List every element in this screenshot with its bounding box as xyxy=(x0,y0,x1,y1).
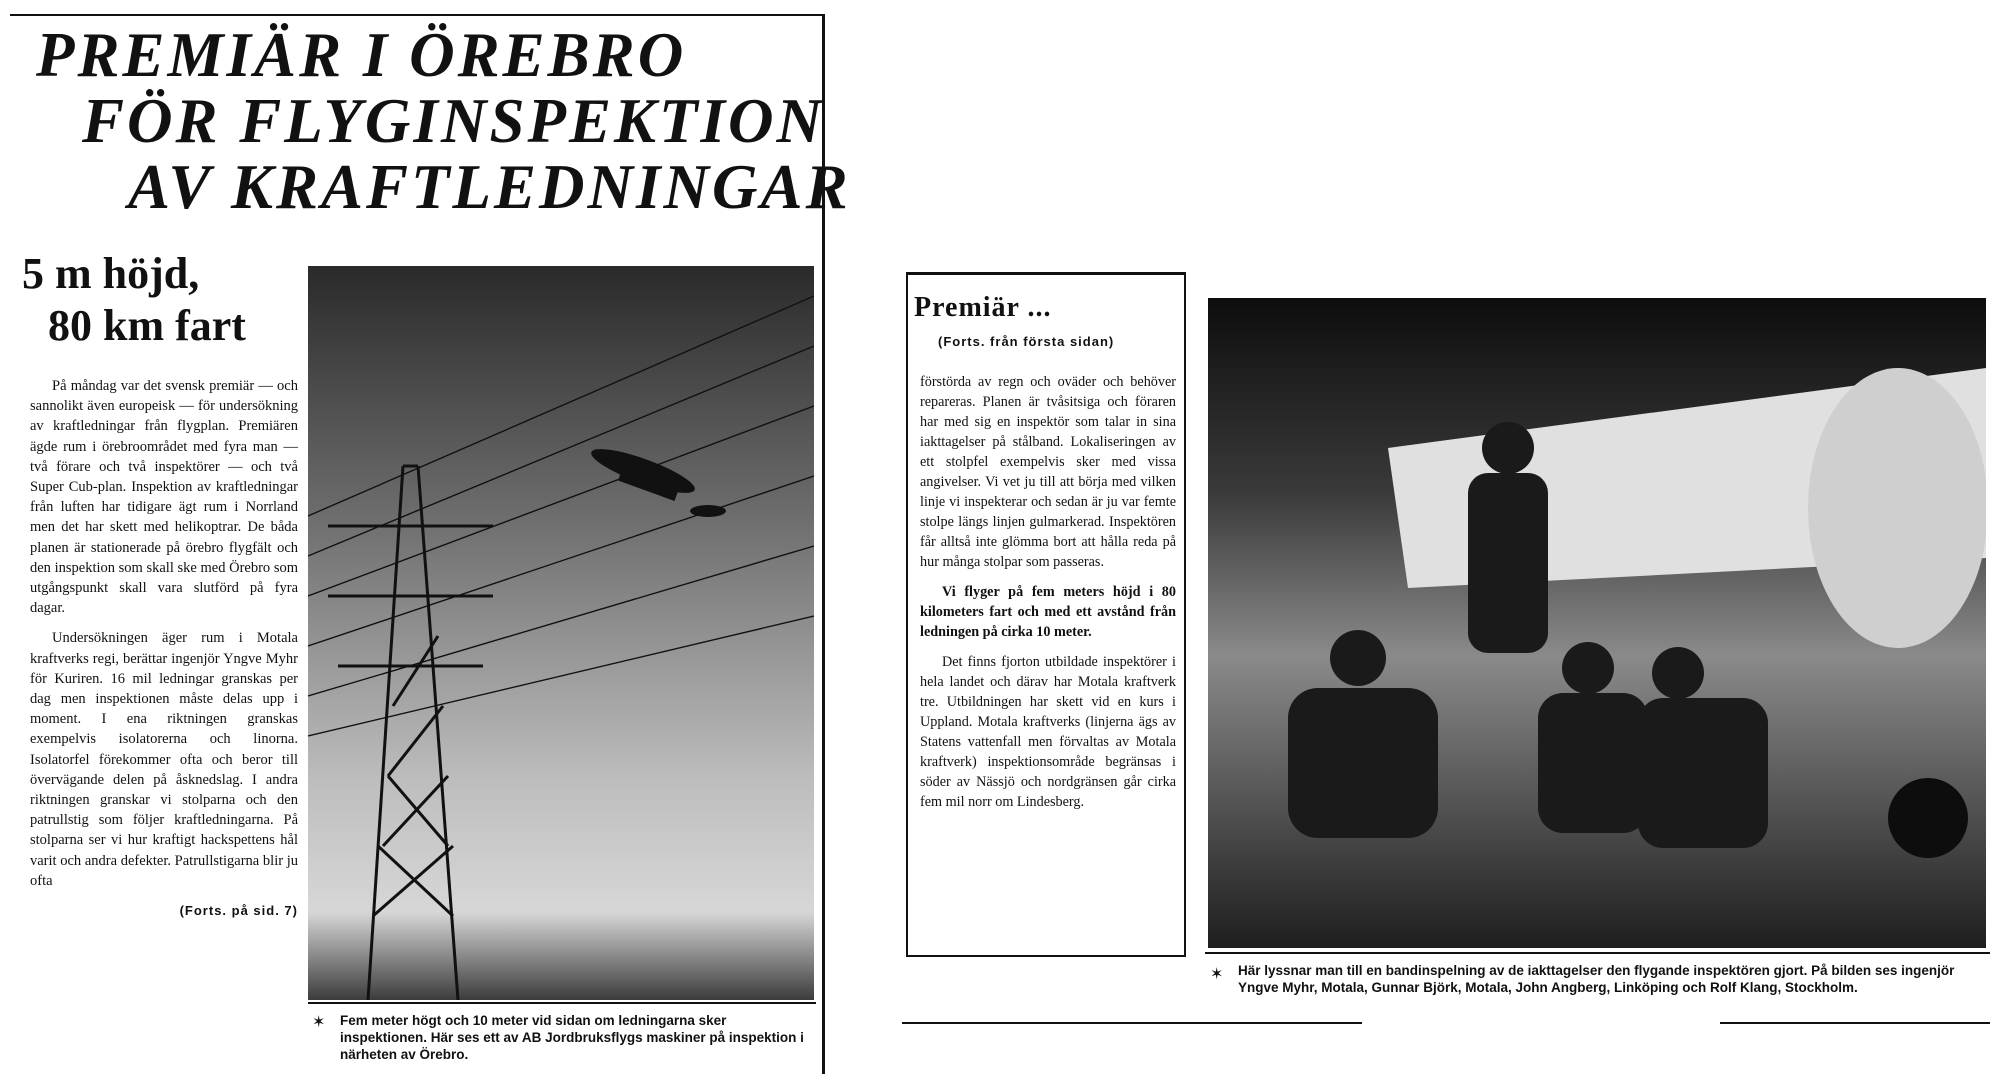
headline-line-1: PREMIÄR I ÖREBRO xyxy=(36,20,687,90)
caption-rule-right xyxy=(1205,952,1990,954)
subhead-line-1: 5 m höjd, xyxy=(22,249,200,298)
airplane-nose xyxy=(1808,368,1986,648)
inspectors-photo xyxy=(1208,298,1986,948)
star-icon: ✶ xyxy=(312,1012,326,1031)
left-paragraph-2: Undersökningen äger rum i Motala kraftverks regi, berättar ingenjör Yngve Myhr för Kuriren. 16 mil ledningar granskas per dag men inspektionen måste delas upp i moment. I ena riktningen granskas exempelvis isolatorerna och linorna. Isolatorfel förekommer ofta och beror till övervägande delen på åsknedslag. I andra riktningen granskar vi stolparna och den patrullstig som följer kraftledningarna. På stolparna ser vi hur kraftigt hackspettens hål varit och andra defekter. Patrullstigarna blir ju ofta xyxy=(30,630,298,889)
right-article-body xyxy=(920,372,1176,822)
star-icon: ✶ xyxy=(1210,964,1224,983)
left-article-body xyxy=(30,376,298,921)
headline xyxy=(22,20,851,222)
continued-note: (Forts. på sid. 7) xyxy=(179,903,298,919)
bottom-rule xyxy=(902,1022,1362,1024)
subhead-line-2: 80 km fart xyxy=(48,301,246,350)
left-paragraph-1: På måndag var det svensk premiär — och sannolikt även europeisk — för undersökning av kraftledningar från flygplan. Premiären ägde rum i örebroområdet med fyra man — två förare och två inspektörer — och två Super Cub-plan. Inspektion av kraftledningar från luften har tidigare ägt rum i Norrland men det har skett med helikoptrar. De båda planen är stationerade på örebro flygfält och den inspektion som skall ske med Örebro som utgångspunkt skall vara slutförd på fyra dagar. xyxy=(30,378,298,617)
right-paragraph-1: förstörda av regn och oväder och behöver repareras. Planen är tvåsitsiga och föraren har med sig en inspektör som talar in sina iakttagelser på stålband. Lokaliseringen av ett stolpfel exempelvis sker med vissa angivelser. Vi vet ju till att börja med vilken linje vi inspekterar och sedan är ju var femte stolpe längs linjen gulmarkerad. Inspektören får alltså inte glömma bort att hålla reda på hur många stolpar som passeras. xyxy=(920,374,1176,570)
right-paragraph-3: Det finns fjorton utbildade inspektörer i hela landet och därav har Motala kraftverk tre. Utbildningen har skett vid en kurs i Uppland. Motala kraftverks (linjerna ägs av Statens vattenfall men förvaltas av Motala kraftverk) inspektionsområde begränsas i söder av Nässjö och nordgränsen går cirka fem mil norr om Lindesberg. xyxy=(920,654,1176,810)
right-photo-caption: Här lyssnar man till en bandinspelning av de iakttagelser den flygande inspektören gjort. På bilden ses ingenjör Yngve Myhr, Motala, Gunnar Björk, Motala, John Angberg, Linköping och Rolf Klang, Stockholm. xyxy=(1238,963,1955,995)
subheadline xyxy=(22,248,302,352)
left-photo-caption: Fem meter högt och 10 meter vid sidan om ledningarna sker inspektionen. Här ses ett av AB Jordbruksflygs maskiner på inspektion i närheten av Örebro. xyxy=(340,1013,804,1062)
right-paragraph-2: Vi flyger på fem meters höjd i 80 kilometers fart och med ett avstånd från ledningen på cirka 10 meter. xyxy=(920,584,1176,640)
right-article-title: Premiär ... xyxy=(914,292,1052,323)
airplane xyxy=(587,441,726,517)
airplane-wheel xyxy=(1888,778,1968,858)
power-line-illustration xyxy=(308,266,814,1000)
right-article-subtitle: (Forts. från första sidan) xyxy=(938,334,1115,349)
headline-line-2: FÖR FLYGINSPEKTION xyxy=(82,86,826,156)
power-line-photo xyxy=(308,266,814,1000)
caption-rule-left xyxy=(308,1002,816,1004)
power-lines xyxy=(308,296,814,736)
pylon xyxy=(328,466,493,1000)
bottom-rule xyxy=(1720,1022,1990,1024)
inspectors-illustration xyxy=(1208,298,1986,948)
headline-line-3: AV KRAFTLEDNINGAR xyxy=(128,152,851,222)
